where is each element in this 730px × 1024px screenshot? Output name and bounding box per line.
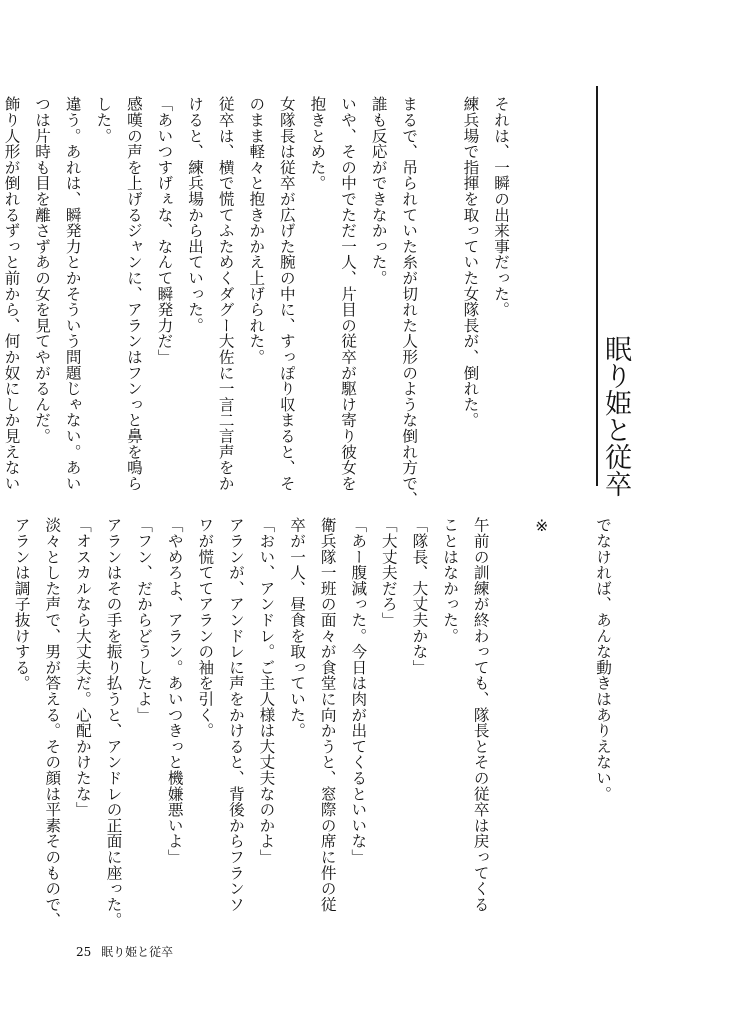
text-line (0, 517, 6, 939)
text-line: 衛兵隊一班の面々が食堂に向かうと、窓際の席に件の従 (318, 517, 337, 912)
lower-text-block (12, 517, 618, 939)
text-line: 「フン、だからどうしたよ」 (135, 517, 154, 723)
page-footer (76, 943, 179, 960)
text-line (496, 517, 527, 939)
text-line: それは、一瞬の出来事だった。 (492, 96, 510, 318)
text-line: まるで、吊られていた糸が切れた人形のような倒れ方で、 (400, 96, 419, 507)
text-line: 抱きとめた。 (308, 96, 327, 191)
text-line: 練兵場で指揮を取っていた女隊長が、倒れた。 (461, 96, 480, 428)
text-line: のまま軽々と抱きかかえ上げられた。 (247, 96, 266, 365)
text-line: けると、練兵場から出ていった。 (186, 96, 205, 333)
text-line: 午前の訓練が終わっても、隊長とその従卒は戻ってくる (471, 517, 490, 912)
text-line: した。 (94, 96, 113, 144)
text-line: 誰も反応ができなかった。 (369, 96, 388, 286)
text-line: 「大丈夫だろ」 (379, 517, 398, 628)
page-number: 25 (76, 945, 92, 959)
text-line: でなければ、あんな動きはありえない。 (594, 517, 612, 802)
text-line: 「おい、アンドレ。ご主人様は大丈夫なのかよ」 (257, 517, 276, 865)
running-title: 眠り姫と従卒 (101, 945, 174, 959)
text-line: 感嘆の声を上げるジャンに、アランはフンっと鼻を鳴ら (124, 96, 143, 491)
text-line (557, 517, 588, 939)
text-line: 従卒は、横で慌てふためくダグー大佐に一言二言声をか (216, 96, 235, 491)
text-line: つは片時も目を離さずあの女を見てやがるんだ。 (33, 96, 52, 444)
text-line: 淡々とした声で、男が答える。その顔は平素そのもので、 (43, 517, 62, 928)
text-line: 違う。あれは、瞬発力とかそういう問題じゃない。あい (63, 96, 82, 491)
text-line: 卒が一人、昼食を取っていた。 (288, 517, 307, 739)
text-line: いや、その中でただ一人、片目の従卒が駆け寄り彼女を (339, 96, 358, 491)
text-line (424, 96, 455, 506)
text-line: 「あー腹減った。今日は肉が出てくるといいな」 (349, 517, 368, 865)
text-line: アランはその手を振り払うと、アンドレの正面に座った。 (104, 517, 123, 928)
text-line: 「やめろよ、アラン。あいつきっと機嫌悪いよ」 (165, 517, 184, 865)
text-line: アランが、アンドレに声をかけると、背後からフランソ (226, 517, 245, 912)
upper-text-block (2, 96, 516, 507)
text-line: 飾り人形が倒れるずっと前から、何か奴にしか見えない (2, 96, 21, 491)
text-line: 「隊長、大丈夫かな」 (410, 517, 429, 675)
text-line: アランは調子抜けする。 (12, 517, 31, 691)
text-line: 「オスカルなら大丈夫だ。心配かけたな」 (73, 517, 92, 818)
text-line: 女隊長は従卒が広げた腕の中に、すっぽり収まると、そ (277, 96, 296, 491)
text-line: ことはなかった。 (441, 517, 460, 644)
text-line: 「あいつすげぇな、なんて瞬発力だ」 (155, 96, 174, 365)
chapter-title: 眠り姫と従卒 (600, 335, 631, 497)
text-line: ワが慌ててアランの袖を引く。 (196, 517, 215, 739)
section-break-mark: ※ (532, 517, 551, 536)
